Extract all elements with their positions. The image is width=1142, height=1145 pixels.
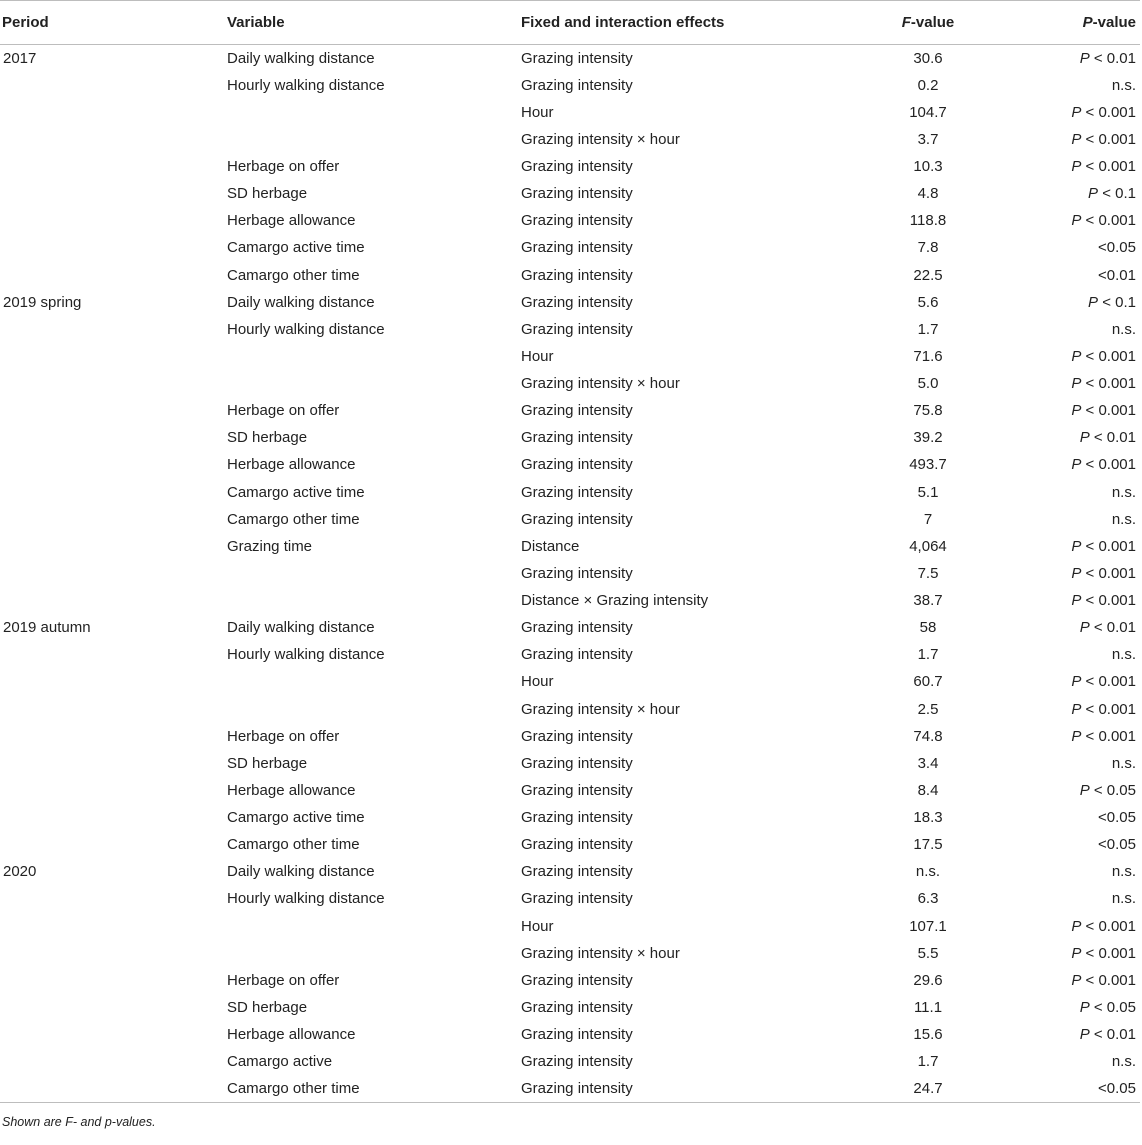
cell-p-value: <0.05 xyxy=(971,1075,1140,1102)
cell-effect: Grazing intensity xyxy=(521,456,633,474)
cell-f-value: 5.6 xyxy=(917,293,939,311)
table-row xyxy=(0,533,1140,560)
cell-effect: Grazing intensity xyxy=(521,293,633,311)
cell-period: 2020 xyxy=(3,863,37,881)
cell-period xyxy=(0,126,227,153)
cell-period xyxy=(0,424,227,451)
cell-period xyxy=(0,1021,227,1048)
cell-variable: Hourly walking distance xyxy=(227,76,385,94)
cell-p-value: n.s. xyxy=(1111,76,1136,94)
cell-variable: Herbage allowance xyxy=(227,1026,356,1044)
cell-effect: Grazing intensity xyxy=(521,809,633,827)
cell-period xyxy=(0,967,227,994)
cell-period xyxy=(0,587,227,614)
cell-f-value: 3.7 xyxy=(917,130,939,148)
table-row xyxy=(0,370,1140,397)
cell-f-value: 107.1 xyxy=(909,917,947,935)
cell-variable: Camargo other time xyxy=(227,266,360,284)
table-row xyxy=(0,668,1140,695)
cell-period xyxy=(0,777,227,804)
cell-variable: Hourly walking distance xyxy=(227,646,385,664)
cell-p-value: P < 0.05 xyxy=(1079,998,1136,1016)
cell-p-value: P < 0.001 xyxy=(1071,700,1136,718)
cell-effect: Distance × Grazing intensity xyxy=(521,592,709,610)
cell-p-value: P < 0.001 xyxy=(1071,917,1136,935)
table-row xyxy=(0,451,1140,478)
table-row xyxy=(0,641,1140,668)
header-p-value xyxy=(971,1,1140,45)
cell-effect: Grazing intensity xyxy=(521,266,633,284)
cell-period xyxy=(0,533,227,560)
cell-f-value: 29.6 xyxy=(913,971,943,989)
cell-f-value: 2.5 xyxy=(917,700,939,718)
cell-variable xyxy=(227,913,521,940)
cell-f-value: 38.7 xyxy=(913,592,943,610)
cell-effect: Grazing intensity xyxy=(521,429,633,447)
cell-f-value: 17.5 xyxy=(913,836,943,854)
cell-effect: Grazing intensity xyxy=(521,646,633,664)
table-body xyxy=(0,45,1140,1103)
table-row xyxy=(0,831,1140,858)
cell-variable xyxy=(227,126,521,153)
cell-period xyxy=(0,180,227,207)
cell-f-value: 1.7 xyxy=(917,646,939,664)
cell-period xyxy=(0,153,227,180)
cell-p-value: n.s. xyxy=(1111,754,1136,772)
table-row xyxy=(0,289,1140,316)
cell-f-value: 58 xyxy=(919,619,937,637)
table-row xyxy=(0,777,1140,804)
cell-period xyxy=(0,913,227,940)
cell-effect: Grazing intensity xyxy=(521,998,633,1016)
cell-variable: Camargo other time xyxy=(227,836,360,854)
cell-p-value: P < 0.001 xyxy=(1071,158,1136,176)
cell-p-value: P < 0.001 xyxy=(1071,347,1136,365)
cell-effect: Grazing intensity xyxy=(521,510,633,528)
cell-variable: Herbage allowance xyxy=(227,212,356,230)
cell-period xyxy=(0,696,227,723)
cell-effect: Grazing intensity xyxy=(521,863,633,881)
cell-effect: Grazing intensity xyxy=(521,239,633,257)
table-row xyxy=(0,614,1140,641)
cell-f-value: 15.6 xyxy=(913,1026,943,1044)
cell-variable: Camargo active time xyxy=(227,809,365,827)
cell-variable xyxy=(227,668,521,695)
table-row xyxy=(0,180,1140,207)
cell-effect: Grazing intensity × hour xyxy=(521,375,680,393)
cell-effect: Grazing intensity xyxy=(521,76,633,94)
cell-p-value: P < 0.001 xyxy=(1071,673,1136,691)
cell-effect: Grazing intensity xyxy=(521,727,633,745)
cell-effect: Grazing intensity × hour xyxy=(521,130,680,148)
cell-p-value: P < 0.001 xyxy=(1071,130,1136,148)
cell-variable: SD herbage xyxy=(227,998,308,1016)
cell-p-value: <0.05 xyxy=(1098,809,1136,827)
cell-p-value: <0.01 xyxy=(1098,266,1136,284)
cell-p-value: P < 0.001 xyxy=(1071,375,1136,393)
cell-f-value: 104.7 xyxy=(909,103,947,121)
table-row xyxy=(0,723,1140,750)
cell-variable: SD herbage xyxy=(227,429,308,447)
table-row xyxy=(0,560,1140,587)
table-row xyxy=(0,696,1140,723)
cell-period xyxy=(0,1075,227,1102)
header-effect: Fixed and interaction effects xyxy=(521,1,851,45)
cell-p-value: P < 0.05 xyxy=(1079,781,1136,799)
cell-period xyxy=(0,370,227,397)
cell-p-value: P < 0.001 xyxy=(1071,537,1136,555)
cell-period xyxy=(0,479,227,506)
cell-p-value: P < 0.001 xyxy=(1071,944,1136,962)
cell-f-value: 5.5 xyxy=(917,944,939,962)
cell-f-value: 75.8 xyxy=(913,402,943,420)
cell-f-value: 11.1 xyxy=(913,998,943,1016)
cell-effect: Grazing intensity xyxy=(521,483,633,501)
cell-period xyxy=(0,262,227,289)
cell-variable xyxy=(227,560,521,587)
cell-p-value: P < 0.001 xyxy=(1071,212,1136,230)
cell-effect: Grazing intensity × hour xyxy=(521,944,680,962)
cell-effect: Grazing intensity xyxy=(521,564,633,582)
table-row xyxy=(0,316,1140,343)
table-header xyxy=(0,1,1140,45)
cell-effect: Distance xyxy=(521,537,580,555)
cell-p-value: P < 0.001 xyxy=(1071,592,1136,610)
table-row xyxy=(0,885,1140,912)
cell-effect: Grazing intensity xyxy=(521,50,633,68)
cell-f-value: n.s. xyxy=(915,863,941,881)
cell-variable: Daily walking distance xyxy=(227,619,375,637)
cell-variable: SD herbage xyxy=(227,185,308,203)
cell-period xyxy=(0,506,227,533)
table-row xyxy=(0,858,1140,885)
cell-variable: Daily walking distance xyxy=(227,50,375,68)
table-row xyxy=(0,234,1140,261)
cell-variable: Daily walking distance xyxy=(227,863,375,881)
cell-period xyxy=(0,1048,227,1075)
cell-period xyxy=(0,99,227,126)
cell-p-value: P < 0.01 xyxy=(1079,429,1136,447)
cell-f-value: 18.3 xyxy=(913,809,943,827)
cell-p-value: n.s. xyxy=(1111,320,1136,338)
cell-period xyxy=(0,234,227,261)
cell-period xyxy=(0,560,227,587)
cell-f-value: 7.8 xyxy=(917,239,939,257)
cell-variable: Grazing time xyxy=(227,537,313,555)
cell-variable: Camargo active time xyxy=(227,239,365,257)
cell-effect: Grazing intensity xyxy=(521,158,633,176)
table-row xyxy=(0,750,1140,777)
table-row xyxy=(0,804,1140,831)
table-row xyxy=(0,913,1140,940)
cell-period xyxy=(0,831,227,858)
cell-variable xyxy=(227,940,521,967)
cell-effect: Grazing intensity xyxy=(521,402,633,420)
cell-variable: Herbage on offer xyxy=(227,158,340,176)
cell-variable: Herbage allowance xyxy=(227,456,356,474)
cell-f-value: 5.0 xyxy=(917,375,939,393)
table-footnote: Shown are F- and p-values. xyxy=(2,1114,156,1129)
cell-variable: SD herbage xyxy=(227,754,308,772)
cell-period: 2017 xyxy=(3,50,37,68)
table-row xyxy=(0,940,1140,967)
table-row xyxy=(0,72,1140,99)
header-p-italic: P xyxy=(1082,14,1093,31)
cell-p-value: P < 0.001 xyxy=(1071,727,1136,745)
cell-variable: Camargo active time xyxy=(227,483,365,501)
header-row xyxy=(0,1,1140,45)
cell-f-value: 0.2 xyxy=(917,76,939,94)
cell-period xyxy=(0,207,227,234)
cell-effect: Hour xyxy=(521,347,554,365)
cell-variable: Herbage on offer xyxy=(227,727,340,745)
cell-f-value: 6.3 xyxy=(917,890,939,908)
cell-effect: Grazing intensity xyxy=(521,781,633,799)
cell-effect: Grazing intensity xyxy=(521,836,633,854)
cell-p-value: P < 0.01 xyxy=(1079,1026,1136,1044)
cell-f-value: 1.7 xyxy=(917,320,939,338)
cell-f-value: 4,064 xyxy=(909,537,947,555)
header-f-italic: F xyxy=(901,14,911,31)
cell-period xyxy=(0,397,227,424)
cell-p-value: P < 0.01 xyxy=(1079,50,1136,68)
table-row xyxy=(0,994,1140,1021)
table-row xyxy=(0,587,1140,614)
table-row xyxy=(0,343,1140,370)
cell-f-value: 1.7 xyxy=(917,1053,939,1071)
table-row xyxy=(0,1048,1140,1075)
cell-variable: Herbage on offer xyxy=(227,402,340,420)
cell-p-value: P < 0.1 xyxy=(1088,185,1136,203)
cell-f-value: 118.8 xyxy=(909,212,947,230)
cell-effect: Hour xyxy=(521,673,554,691)
table-row xyxy=(0,967,1140,994)
cell-period xyxy=(0,668,227,695)
cell-effect: Grazing intensity × hour xyxy=(521,700,680,718)
header-f-suffix: -value xyxy=(910,14,955,31)
cell-f-value: 24.7 xyxy=(851,1075,971,1102)
cell-f-value: 4.8 xyxy=(917,185,939,203)
table-row xyxy=(0,1021,1140,1048)
table-row xyxy=(0,479,1140,506)
cell-period xyxy=(0,994,227,1021)
cell-period xyxy=(0,885,227,912)
table-row xyxy=(0,262,1140,289)
header-period: Period xyxy=(0,1,227,45)
cell-f-value: 7.5 xyxy=(917,564,939,582)
cell-f-value: 60.7 xyxy=(913,673,943,691)
table-row xyxy=(0,207,1140,234)
cell-variable: Daily walking distance xyxy=(227,293,375,311)
cell-period xyxy=(0,316,227,343)
table-row xyxy=(0,153,1140,180)
table-row xyxy=(0,99,1140,126)
cell-variable xyxy=(227,370,521,397)
cell-effect: Grazing intensity xyxy=(521,971,633,989)
cell-period xyxy=(0,343,227,370)
cell-f-value: 22.5 xyxy=(913,266,943,284)
cell-variable: Herbage allowance xyxy=(227,781,356,799)
cell-variable: Camargo other time xyxy=(227,1075,521,1102)
cell-f-value: 71.6 xyxy=(913,347,943,365)
cell-period xyxy=(0,641,227,668)
cell-period xyxy=(0,723,227,750)
header-variable: Variable xyxy=(227,1,521,45)
cell-effect: Grazing intensity xyxy=(521,212,633,230)
cell-effect: Grazing intensity xyxy=(521,619,633,637)
cell-period xyxy=(0,72,227,99)
cell-variable: Herbage on offer xyxy=(227,971,340,989)
cell-effect: Grazing intensity xyxy=(521,1053,633,1071)
cell-p-value: n.s. xyxy=(1111,646,1136,664)
table-row xyxy=(0,397,1140,424)
table-row xyxy=(0,424,1140,451)
cell-f-value: 3.4 xyxy=(917,754,939,772)
cell-variable xyxy=(227,343,521,370)
cell-variable: Camargo other time xyxy=(227,510,360,528)
cell-f-value: 10.3 xyxy=(913,158,943,176)
cell-effect: Grazing intensity xyxy=(521,320,633,338)
cell-p-value: P < 0.001 xyxy=(1071,103,1136,121)
cell-p-value: n.s. xyxy=(1111,890,1136,908)
cell-effect: Hour xyxy=(521,103,554,121)
cell-period: 2019 autumn xyxy=(3,619,91,637)
cell-period xyxy=(0,940,227,967)
table-row xyxy=(0,126,1140,153)
cell-f-value: 5.1 xyxy=(917,483,939,501)
cell-effect: Hour xyxy=(521,917,554,935)
cell-p-value: <0.05 xyxy=(1098,836,1136,854)
cell-f-value: 30.6 xyxy=(913,50,943,68)
cell-variable xyxy=(227,696,521,723)
cell-variable xyxy=(227,587,521,614)
table-row xyxy=(0,45,1140,72)
cell-variable: Hourly walking distance xyxy=(227,890,385,908)
cell-period xyxy=(0,804,227,831)
header-p-suffix: -value xyxy=(1092,14,1136,31)
table-row xyxy=(0,506,1140,533)
cell-effect: Grazing intensity xyxy=(521,754,633,772)
cell-p-value: n.s. xyxy=(1111,510,1136,528)
cell-f-value: 493.7 xyxy=(909,456,947,474)
table-row xyxy=(0,1075,1140,1102)
cell-effect: Grazing intensity xyxy=(521,1075,851,1102)
cell-period xyxy=(0,451,227,478)
cell-p-value: P < 0.001 xyxy=(1071,564,1136,582)
cell-variable: Camargo active xyxy=(227,1053,333,1071)
cell-period xyxy=(0,750,227,777)
cell-effect: Grazing intensity xyxy=(521,185,633,203)
cell-p-value: P < 0.01 xyxy=(1079,619,1136,637)
cell-p-value: n.s. xyxy=(1111,1053,1136,1071)
cell-f-value: 74.8 xyxy=(913,727,943,745)
cell-variable xyxy=(227,99,521,126)
cell-p-value: P < 0.001 xyxy=(1071,402,1136,420)
cell-p-value: n.s. xyxy=(1111,863,1136,881)
cell-p-value: <0.05 xyxy=(1098,239,1136,257)
cell-effect: Grazing intensity xyxy=(521,890,633,908)
cell-p-value: n.s. xyxy=(1111,483,1136,501)
cell-f-value: 39.2 xyxy=(913,429,943,447)
cell-f-value: 7 xyxy=(923,510,933,528)
cell-effect: Grazing intensity xyxy=(521,1026,633,1044)
header-f-value xyxy=(851,1,971,45)
cell-variable: Hourly walking distance xyxy=(227,320,385,338)
cell-p-value: P < 0.001 xyxy=(1071,971,1136,989)
cell-period: 2019 spring xyxy=(3,293,82,311)
cell-p-value: P < 0.001 xyxy=(1071,456,1136,474)
cell-f-value: 8.4 xyxy=(917,781,939,799)
cell-p-value: P < 0.1 xyxy=(1088,293,1136,311)
